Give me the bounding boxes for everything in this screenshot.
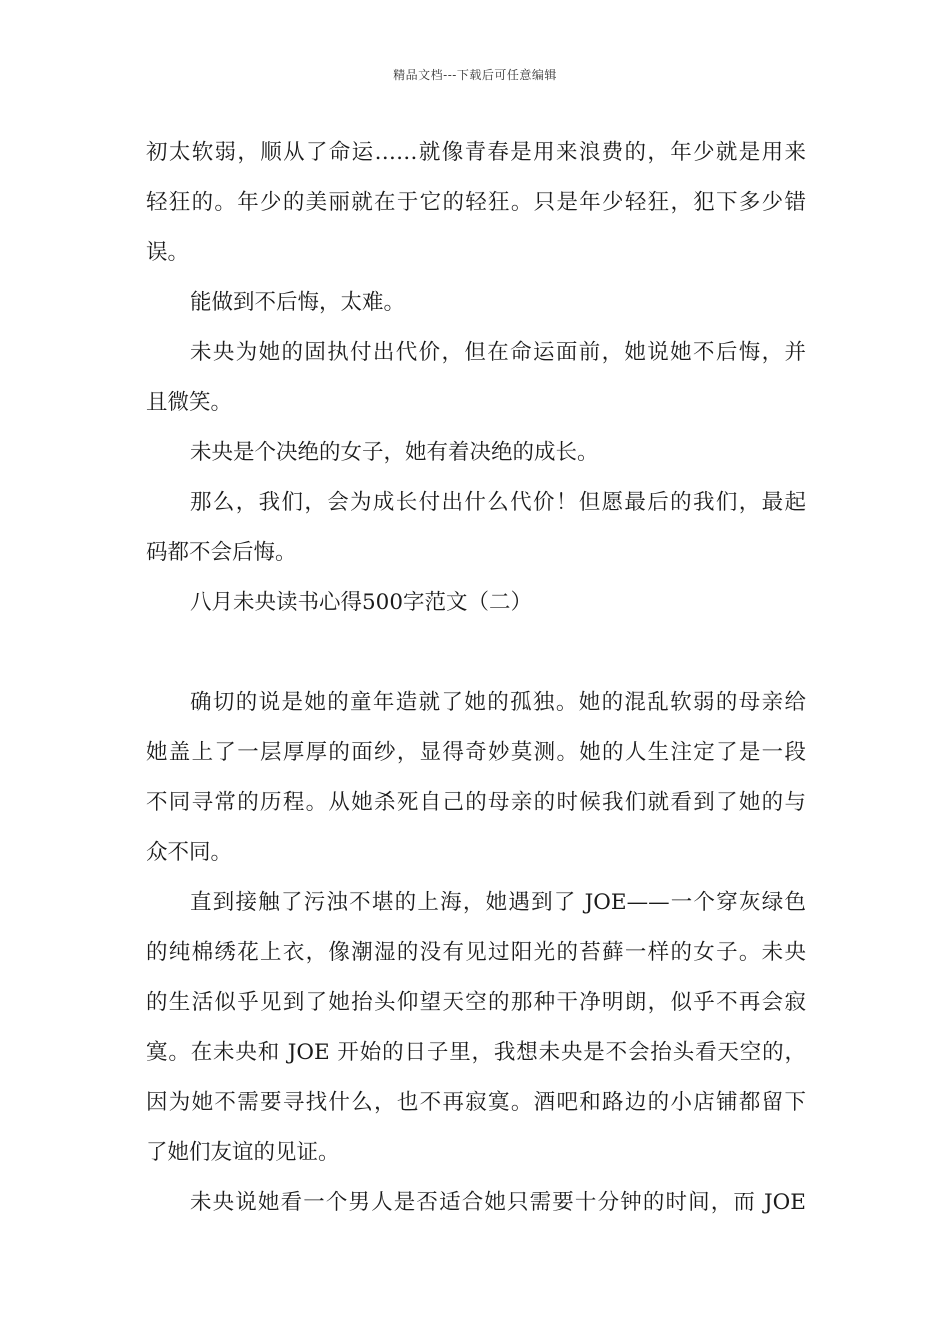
text-line: 轻狂的。年少的美丽就在于它的轻狂。只是年少轻狂，犯下多少错 [146,190,806,215]
text-line: 寞。在未央和 JOE 开始的日子里，我想未央是不会抬头看天空的， [146,1040,806,1065]
text-line: 那么，我们，会为成长付出什么代价！但愿最后的我们，最起 [190,490,806,515]
text-line: 的生活似乎见到了她抬头仰望天空的那种干净明朗，似乎不再会寂 [146,990,806,1015]
text-line: 码都不会后悔。 [146,540,297,565]
text-line: 未央为她的固执付出代价，但在命运面前，她说她不后悔，并 [190,340,806,365]
text-line: 能做到不后悔，太难。 [190,290,406,315]
body-text [146,128,806,1228]
text-line: 未央是个决绝的女子，她有着决绝的成长。 [190,440,599,465]
page-header: 精品文档---下载后可任意编辑 [393,68,557,82]
text-line: 因为她不需要寻找什么，也不再寂寞。酒吧和路边的小店铺都留下 [146,1090,806,1115]
text-line: 的纯棉绣花上衣，像潮湿的没有见过阳光的苔藓一样的女子。未央 [146,940,806,965]
text-line: 误。 [146,240,190,265]
text-line: 了她们友谊的见证。 [146,1140,340,1165]
text-line: 八月未央读书心得500字范文（二） [190,590,533,615]
text-line: 初太软弱，顺从了命运……就像青春是用来浪费的，年少就是用来 [146,140,806,165]
text-line: 她盖上了一层厚厚的面纱，显得奇妙莫测。她的人生注定了是一段 [146,740,806,765]
text-line: 确切的说是她的童年造就了她的孤独。她的混乱软弱的母亲给 [190,690,806,715]
text-line: 不同寻常的历程。从她杀死自己的母亲的时候我们就看到了她的与 [146,790,806,815]
text-line: 众不同。 [146,840,233,865]
text-line: 未央说她看一个男人是否适合她只需要十分钟的时间，而 JOE [190,1190,806,1215]
paragraph-gap [146,628,806,678]
text-line: 直到接触了污浊不堪的上海，她遇到了 JOE——一个穿灰绿色 [190,890,806,915]
text-line: 且微笑。 [146,390,233,415]
